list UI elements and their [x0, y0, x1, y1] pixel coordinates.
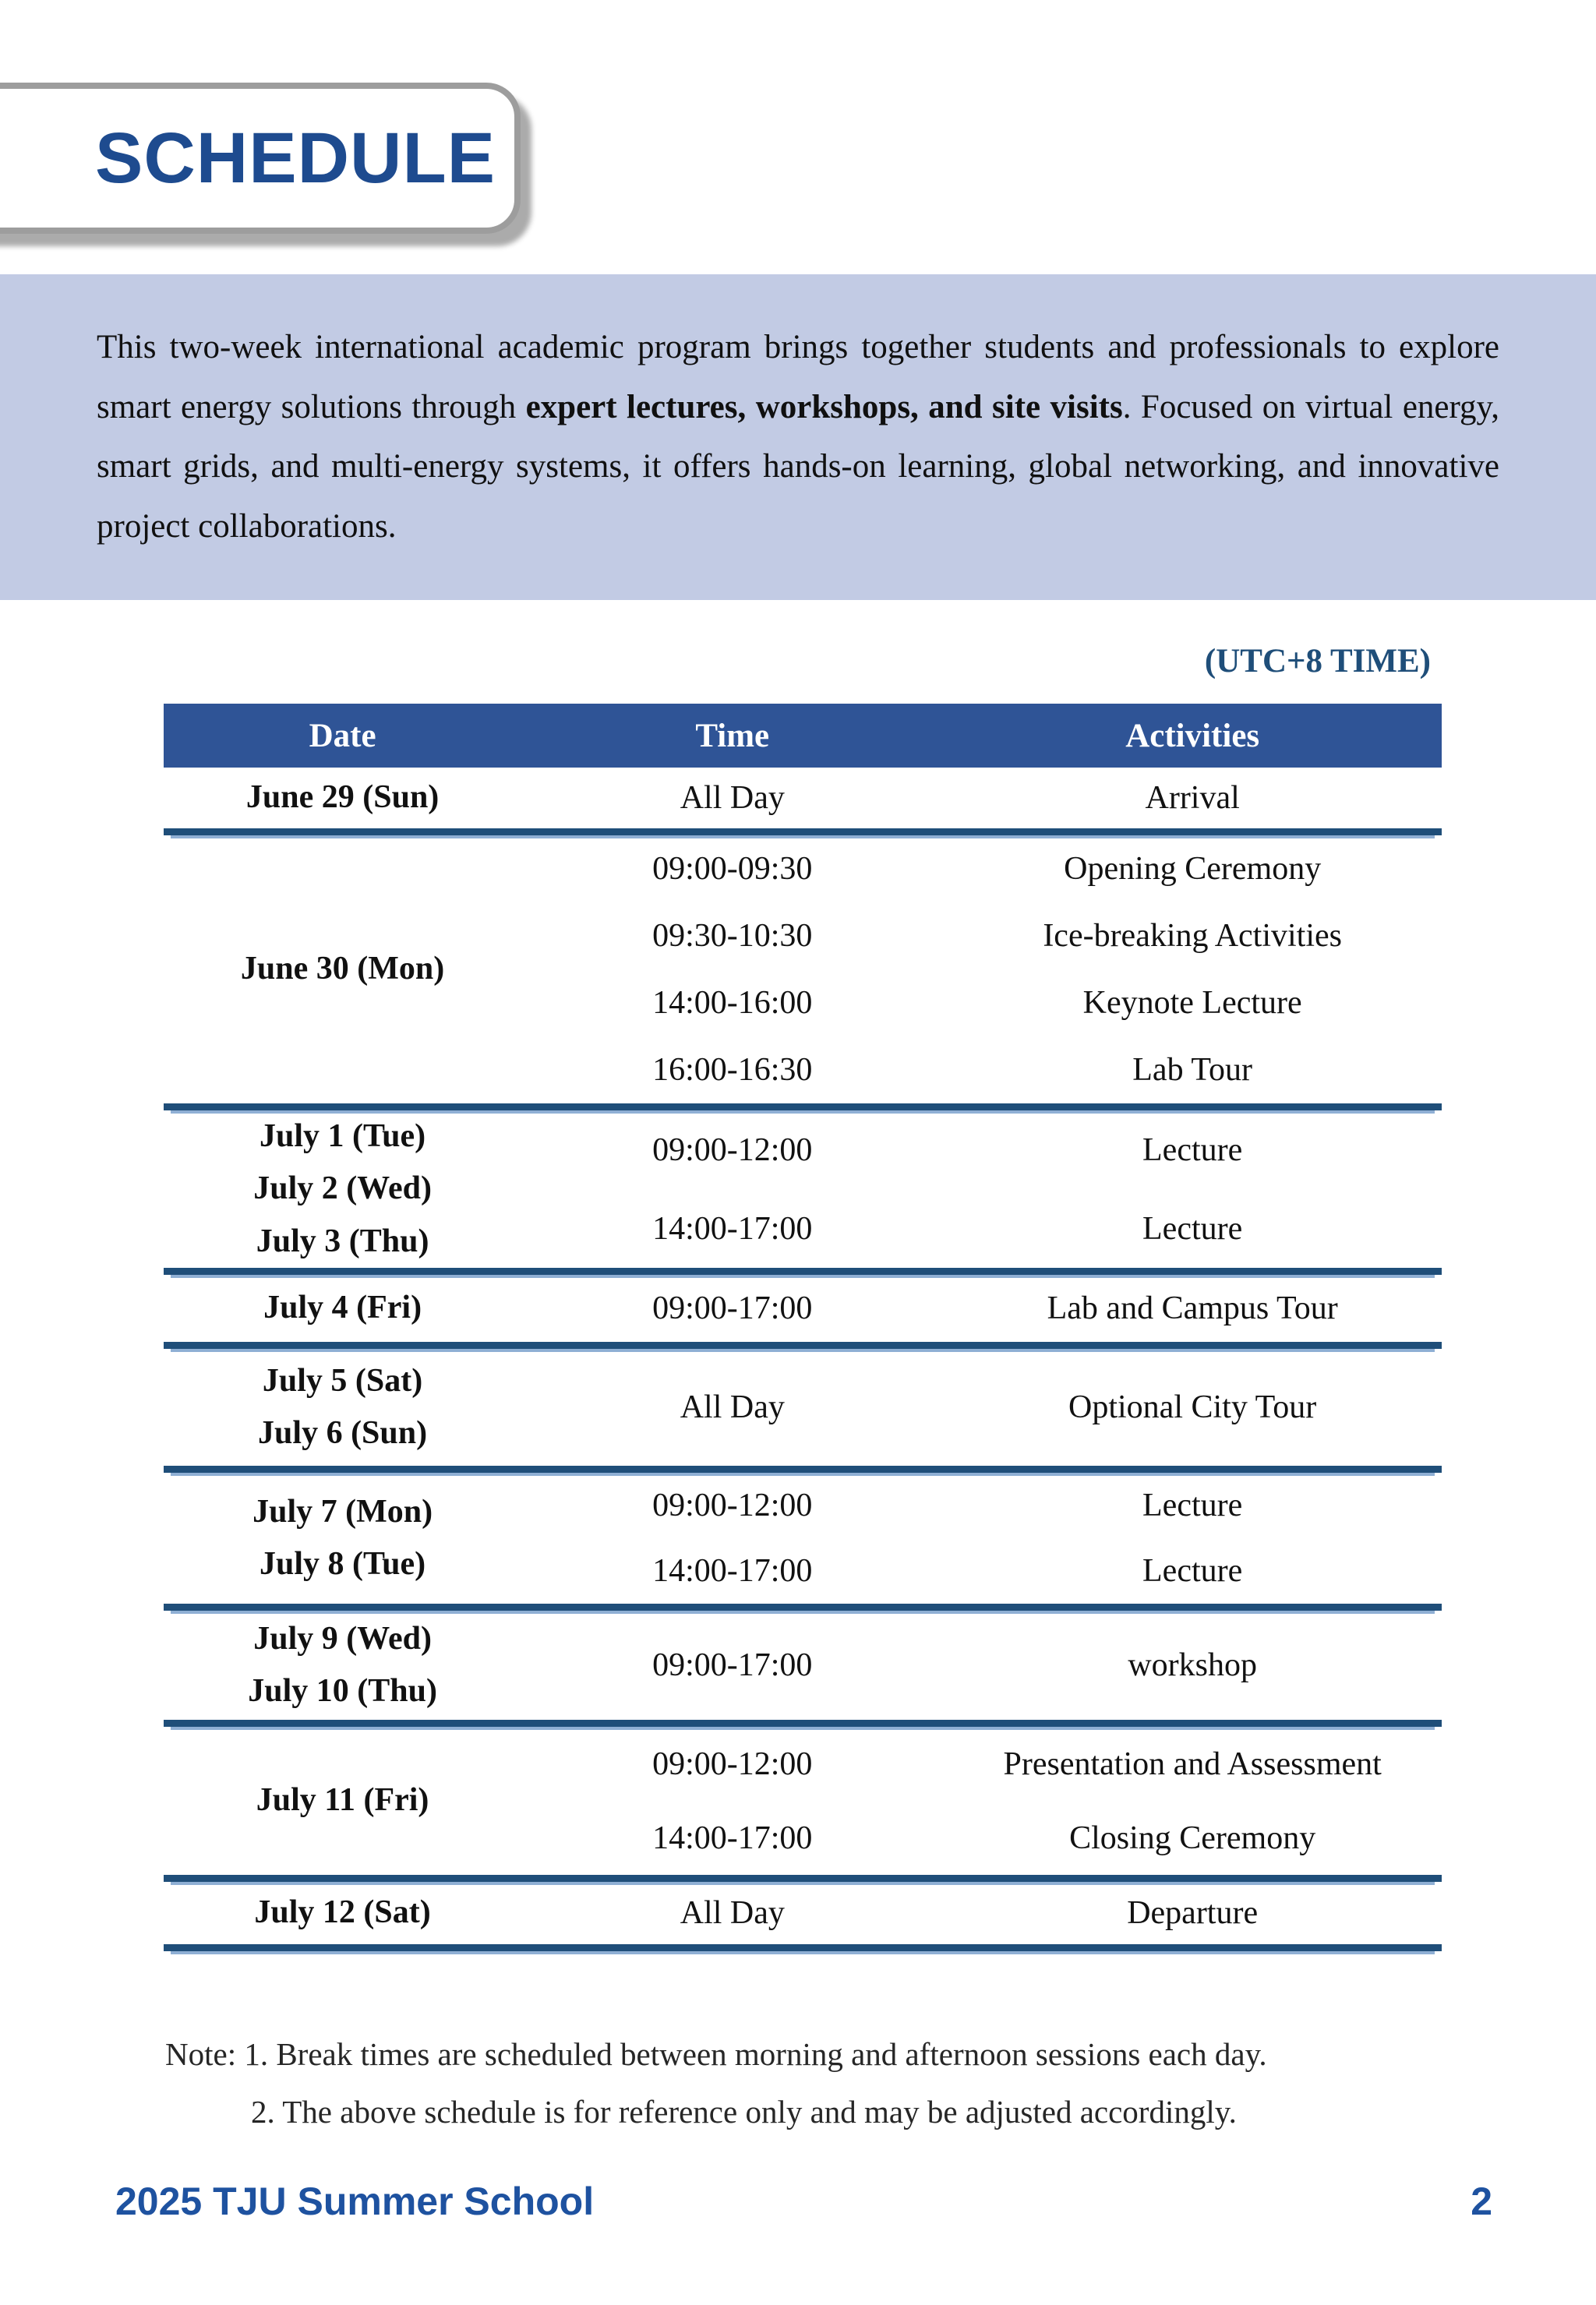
schedule-group: [164, 1611, 1442, 1727]
date-label: June 29 (Sun): [245, 779, 440, 816]
schedule-subrow: [521, 1110, 1442, 1189]
date-label: July 11 (Fri): [256, 1782, 429, 1819]
schedule-group: [164, 1473, 1442, 1611]
time-cell: 09:30-10:30: [652, 918, 813, 954]
date-label: July 4 (Fri): [263, 1290, 422, 1326]
header-activities: Activities: [1125, 717, 1260, 754]
time-activity-rows: [521, 1110, 1442, 1268]
schedule-group: [164, 1349, 1442, 1473]
time-activity-rows: [521, 1349, 1442, 1466]
header-time: Time: [695, 717, 770, 754]
date-label: July 12 (Sat): [254, 1894, 431, 1931]
date-label: July 9 (Wed): [253, 1620, 432, 1657]
intro-text-part1: This two-week international academic program brings together students and professionals to explore smart energy solutions through: [97, 329, 1499, 425]
time-cell: 16:00-16:30: [652, 1052, 813, 1088]
schedule-group: [164, 1275, 1442, 1349]
date-label: June 30 (Mon): [240, 951, 445, 987]
time-cell: 09:00-12:00: [652, 1488, 813, 1523]
note-line-1: Note: 1. Break times are scheduled between morning and afternoon sessions each day.: [165, 2036, 1267, 2072]
schedule-subrow: [521, 1727, 1442, 1801]
date-cell: [164, 1110, 521, 1268]
date-cell: [164, 1349, 521, 1466]
date-cell: [164, 1275, 521, 1342]
time-cell: All Day: [680, 780, 785, 816]
activity-cell: Lecture: [1142, 1488, 1243, 1523]
activity-cell: Lecture: [1142, 1131, 1243, 1168]
schedule-subrow: [521, 1275, 1442, 1342]
activity-cell: Closing Ceremony: [1069, 1820, 1316, 1856]
date-cell: [164, 1611, 521, 1720]
date-label: July 2 (Wed): [253, 1170, 432, 1207]
date-label: July 5 (Sat): [262, 1362, 423, 1399]
schedule-group: [164, 768, 1442, 835]
time-cell: 09:00-17:00: [652, 1647, 813, 1683]
time-activity-rows: [521, 1727, 1442, 1875]
schedule-title-plaque: [0, 83, 521, 234]
date-label: July 10 (Thu): [248, 1673, 437, 1709]
schedule-group: [164, 1727, 1442, 1882]
time-activity-rows: [521, 1473, 1442, 1604]
schedule-subrow: [521, 1611, 1442, 1720]
schedule-subrow: [521, 1882, 1442, 1944]
schedule-group: [164, 1882, 1442, 1951]
time-cell: 14:00-17:00: [652, 1210, 813, 1247]
date-label: July 7 (Mon): [252, 1493, 433, 1530]
schedule-subrow: [521, 969, 1442, 1036]
date-label: July 6 (Sun): [258, 1415, 428, 1451]
timezone-label: (UTC+8 TIME): [1204, 643, 1431, 679]
schedule-subrow: [521, 1189, 1442, 1268]
time-cell: 09:00-12:00: [652, 1746, 813, 1782]
time-activity-rows: [521, 1882, 1442, 1944]
date-cell: [164, 835, 521, 1103]
time-activity-rows: [521, 1275, 1442, 1342]
date-cell: [164, 1473, 521, 1604]
activity-cell: Ice-breaking Activities: [1043, 918, 1342, 954]
time-cell: 09:00-09:30: [652, 851, 813, 887]
intro-text-bold: expert lectures, workshops, and site visits: [525, 388, 1123, 425]
activity-cell: Lab Tour: [1132, 1052, 1253, 1088]
schedule-group: [164, 835, 1442, 1110]
activity-cell: Lecture: [1142, 1210, 1243, 1247]
activity-cell: Opening Ceremony: [1064, 851, 1322, 887]
schedule-group: [164, 1110, 1442, 1275]
note-line-2: 2. The above schedule is for reference only and may be adjusted accordingly.: [251, 2094, 1237, 2130]
activity-cell: workshop: [1128, 1647, 1257, 1683]
schedule-subrow: [521, 768, 1442, 828]
schedule-subrow: [521, 1801, 1442, 1875]
activity-cell: Lab and Campus Tour: [1047, 1290, 1338, 1326]
schedule-subrow: [521, 902, 1442, 969]
schedule-subrow: [521, 1349, 1442, 1466]
intro-band: [0, 274, 1596, 600]
activity-cell: Optional City Tour: [1068, 1389, 1317, 1425]
intro-paragraph: [97, 274, 1499, 556]
time-cell: 14:00-16:00: [652, 985, 813, 1021]
date-label: July 3 (Thu): [256, 1223, 429, 1259]
date-cell: [164, 1727, 521, 1875]
schedule-subrow: [521, 835, 1442, 902]
schedule-subrow: [521, 1538, 1442, 1604]
schedule-table-header: [164, 704, 1442, 768]
date-label: July 1 (Tue): [260, 1118, 426, 1155]
activity-cell: Arrival: [1145, 780, 1240, 816]
schedule-table-body: [164, 768, 1442, 1951]
date-cell: [164, 1882, 521, 1944]
date-label: July 8 (Tue): [260, 1546, 426, 1582]
time-activity-rows: [521, 1611, 1442, 1720]
page-title: SCHEDULE: [95, 118, 496, 198]
intro-text-part2: . Focused on virtual energy, smart grids, and multi-energy systems, it offers hands-on learning, global networking, and innovative project collaborations.: [97, 388, 1499, 545]
schedule-subrow: [521, 1473, 1442, 1538]
activity-cell: Presentation and Assessment: [1003, 1746, 1382, 1782]
schedule-table: [164, 704, 1442, 1951]
time-cell: 14:00-17:00: [652, 1820, 813, 1856]
activity-cell: Keynote Lecture: [1082, 985, 1302, 1021]
footer-page-number: 2: [1471, 2180, 1492, 2223]
schedule-subrow: [521, 1036, 1442, 1103]
activity-cell: Lecture: [1142, 1553, 1243, 1589]
header-date: Date: [309, 717, 376, 754]
activity-cell: Departure: [1127, 1895, 1259, 1931]
time-cell: 09:00-12:00: [652, 1131, 813, 1168]
time-activity-rows: [521, 835, 1442, 1103]
date-cell: [164, 768, 521, 828]
time-cell: 09:00-17:00: [652, 1290, 813, 1326]
time-activity-rows: [521, 768, 1442, 828]
time-cell: 14:00-17:00: [652, 1553, 813, 1589]
time-cell: All Day: [680, 1895, 785, 1931]
time-cell: All Day: [680, 1389, 785, 1425]
footer-brand: 2025 TJU Summer School: [115, 2180, 595, 2223]
